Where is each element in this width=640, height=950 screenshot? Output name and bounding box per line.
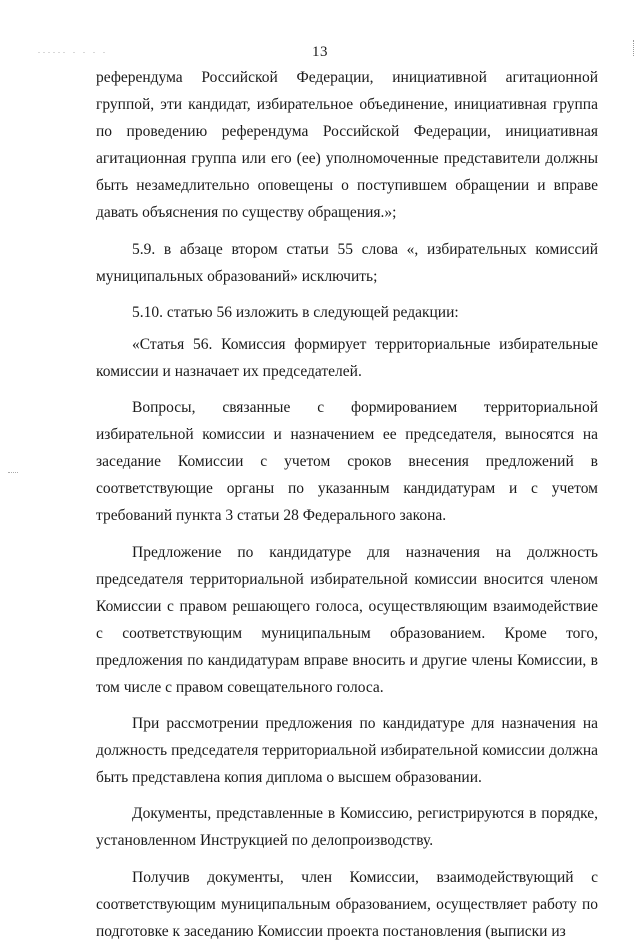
paragraph-item-5-10: 5.10. статью 56 изложить в следующей редакции: bbox=[132, 303, 459, 321]
scan-edge-mark-left bbox=[8, 472, 18, 475]
page-number: 13 bbox=[312, 44, 328, 60]
paragraph-continuation: референдума Российской Федерации, инициативной агитационной группой, эти кандидат, избирательное объединение, инициативная группа по проведению референдума Российской Федерации, инициативная агитационная группа или его (ее) уполномоченные представители должны быть незамедлительно оповещены о поступившем обращении и вправе давать объяснения по существу обращения.»; bbox=[96, 69, 598, 222]
paragraph-member-preparation: Получив документы, член Комиссии, взаимодействующий с соответствующим муниципальным образованием, осуществляет работу по подготовке к заседанию Комиссии проекта постановления (выписки из bbox=[96, 868, 598, 940]
paragraph-diploma-copy: При рассмотрении предложения по кандидатуре для назначения на должность председателя территориальной избирательной комиссии должна быть представлена копия диплома о высшем образовании. bbox=[96, 715, 598, 787]
document-body bbox=[96, 64, 598, 950]
paragraph-article-56-title: «Статья 56. Комиссия формирует территориальные избирательные комиссии и назначает их председателей. bbox=[96, 335, 598, 380]
scan-artifact-dots: ...... . . . . bbox=[38, 46, 108, 55]
paragraph-chair-nomination: Предложение по кандидатуре для назначения на должность председателя территориальной избирательной комиссии вносится членом Комиссии с правом решающего голоса, осуществляющим взаимодействие с соответствующим муниципальным образованием. Кроме того, предложения по кандидатурам вправе вносить и другие члены Комиссии, в том числе с правом совещательного голоса. bbox=[96, 543, 598, 696]
paragraph-formation-questions: Вопросы, связанные с формированием территориальной избирательной комиссии и назначением ее председателя, выносятся на заседание Комиссии с учетом сроков внесения предложений в соответствующие органы по указанным кандидатурам и с учетом требований пункта 3 статьи 28 Федерального закона. bbox=[96, 399, 598, 525]
paragraph-item-5-9: 5.9. в абзаце втором статьи 55 слова «, избирательных комиссий муниципальных образований» исключить; bbox=[96, 240, 598, 285]
paragraph-document-registration: Документы, представленные в Комиссию, регистрируются в порядке, установленном Инструкцией по делопроизводству. bbox=[96, 805, 598, 850]
